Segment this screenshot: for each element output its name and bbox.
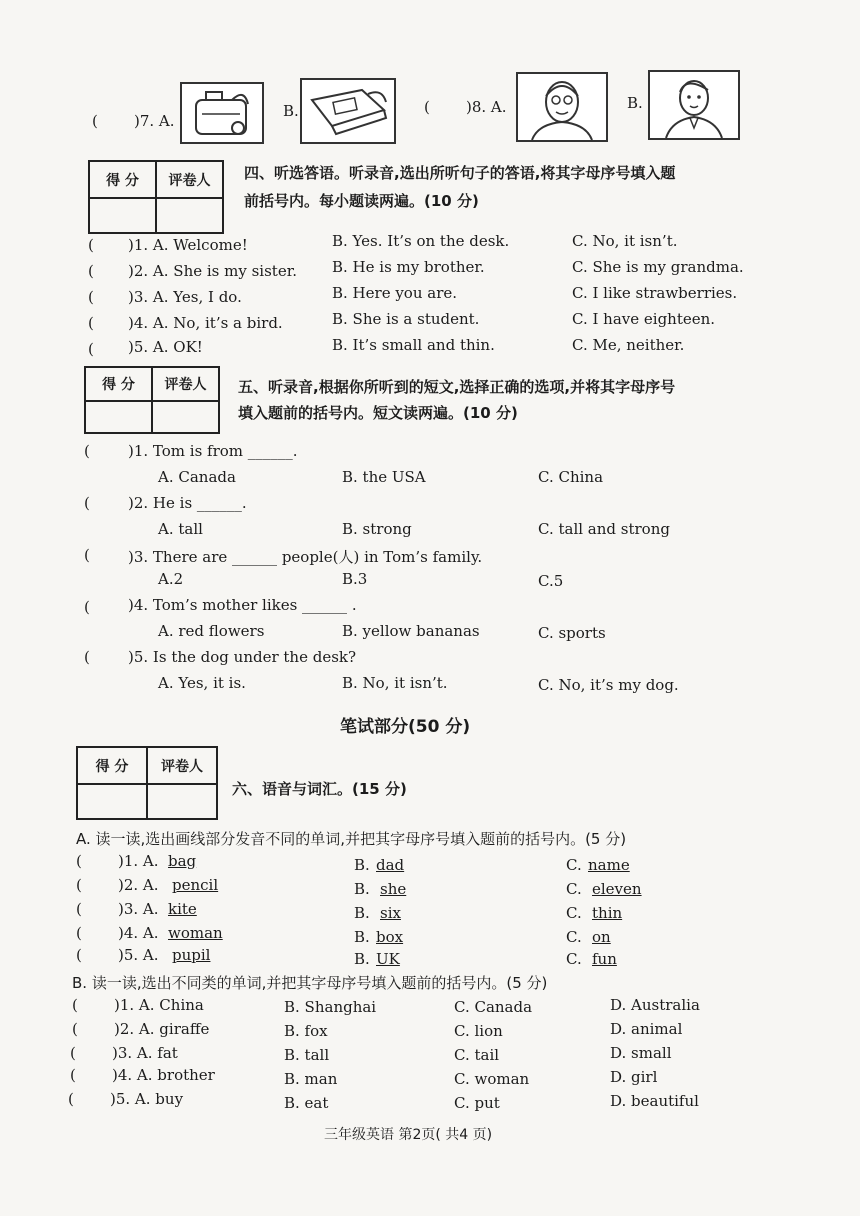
- section5-heading: 五、听录音,根据你所听到的短文,选择正确的选项,并将其字母序号: [238, 378, 676, 396]
- answer-paren[interactable]: (: [424, 98, 430, 116]
- option-a: A. tall: [158, 520, 203, 538]
- answer-paren[interactable]: (: [76, 900, 82, 918]
- answer-paren[interactable]: (: [70, 1044, 76, 1062]
- option-c: C. No, it isn’t.: [572, 232, 678, 250]
- question-num: )5. A.: [118, 946, 159, 964]
- part-a-instruction: A. 读一读,选出画线部分发音不同的单词,并把其字母序号填入题前的括号内。(5 分): [76, 830, 627, 848]
- option-c: C. She is my grandma.: [572, 258, 744, 276]
- grader-field[interactable]: [151, 402, 218, 434]
- option-a: A. Canada: [158, 468, 236, 486]
- option-c-word: thin: [592, 904, 623, 922]
- option-d: D. Australia: [610, 996, 700, 1014]
- option-b-prefix: B.: [354, 950, 370, 968]
- option-c-prefix: C.: [566, 856, 582, 874]
- option-c: C. sports: [538, 624, 606, 642]
- option-b: B. She is a student.: [332, 310, 480, 328]
- answer-paren[interactable]: (: [68, 1090, 74, 1108]
- option-b: B. Here you are.: [332, 284, 458, 302]
- grader-label: 评卷人: [146, 748, 216, 783]
- section4-heading: 四、听选答语。听录音,选出所听句子的答语,将其字母序号填入题: [244, 164, 676, 182]
- option-b: B. He is my brother.: [332, 258, 485, 276]
- section4-heading-line2: 前括号内。每小题读两遍。(10 分): [244, 192, 479, 210]
- option-a-word: woman: [168, 924, 223, 942]
- option-a: )5. A. OK!: [128, 338, 203, 356]
- pencil-case-icon: [302, 80, 394, 142]
- option-d: D. small: [610, 1044, 672, 1062]
- option-b-prefix: B.: [354, 880, 370, 898]
- answer-paren[interactable]: (: [92, 112, 98, 130]
- answer-paren[interactable]: (: [84, 494, 90, 512]
- answer-paren[interactable]: (: [76, 924, 82, 942]
- option-a-word: bag: [168, 852, 197, 870]
- option-a: )4. A. No, it’s a bird.: [128, 314, 283, 332]
- option-b-prefix: B.: [354, 928, 370, 946]
- option-d: D. girl: [610, 1068, 658, 1086]
- answer-paren[interactable]: (: [84, 546, 90, 564]
- old-man-icon: [518, 74, 606, 140]
- score-box: [88, 160, 224, 234]
- q8-b-label: B.: [627, 94, 643, 112]
- q7-b-label: B.: [283, 102, 299, 120]
- boy-picture[interactable]: [648, 70, 740, 140]
- option-c: C. tall and strong: [538, 520, 670, 538]
- option-b: B. eat: [284, 1094, 329, 1112]
- option-b-word: UK: [376, 950, 400, 968]
- option-a: )4. A. brother: [112, 1066, 215, 1084]
- option-b-word: six: [380, 904, 401, 922]
- answer-paren[interactable]: (: [88, 288, 94, 306]
- answer-paren[interactable]: (: [88, 236, 94, 254]
- option-a: )3. A. Yes, I do.: [128, 288, 242, 306]
- option-c: C. No, it’s my dog.: [538, 676, 679, 694]
- question-stem: )5. Is the dog under the desk?: [128, 648, 357, 666]
- option-c-prefix: C.: [566, 928, 582, 946]
- option-a: )3. A. fat: [112, 1044, 178, 1062]
- question-num: )3. A.: [118, 900, 159, 918]
- option-c-word: name: [588, 856, 630, 874]
- option-b: B. tall: [284, 1046, 330, 1064]
- option-b: B. strong: [342, 520, 412, 538]
- written-part-title: 笔试部分(50 分): [340, 717, 471, 737]
- option-b: B. Shanghai: [284, 998, 377, 1016]
- option-a: )1. A. China: [114, 996, 204, 1014]
- option-b-word: she: [380, 880, 407, 898]
- score-box: [84, 366, 220, 434]
- score-field[interactable]: [86, 402, 151, 434]
- boy-icon: [650, 72, 738, 138]
- answer-paren[interactable]: (: [88, 262, 94, 280]
- option-a-word: kite: [168, 900, 197, 918]
- grader-label: 评卷人: [155, 162, 222, 197]
- answer-paren[interactable]: (: [84, 648, 90, 666]
- option-c-prefix: C.: [566, 950, 582, 968]
- section5-heading-line2: 填入题前的括号内。短文读两遍。(10 分): [238, 404, 518, 422]
- option-c: C. Me, neither.: [572, 336, 685, 354]
- option-b: B. No, it isn’t.: [342, 674, 448, 692]
- option-c-word: fun: [592, 950, 617, 968]
- answer-paren[interactable]: (: [88, 314, 94, 332]
- option-c-prefix: C.: [566, 904, 582, 922]
- option-b: B. the USA: [342, 468, 426, 486]
- option-b-word: box: [376, 928, 404, 946]
- grader-field[interactable]: [155, 199, 222, 234]
- school-bag-icon: [182, 84, 262, 142]
- option-c: C.5: [538, 572, 564, 590]
- grader-field[interactable]: [146, 785, 216, 820]
- question-stem: )3. There are ______ people(人) in Tom’s family.: [128, 548, 483, 566]
- answer-paren[interactable]: (: [76, 946, 82, 964]
- answer-paren[interactable]: (: [76, 852, 82, 870]
- question-num: )1. A.: [118, 852, 159, 870]
- option-d: D. animal: [610, 1020, 683, 1038]
- option-c: C. Canada: [454, 998, 533, 1016]
- grader-label: 评卷人: [151, 368, 218, 400]
- question-stem: )4. Tom’s mother likes ______ .: [128, 596, 357, 614]
- page-footer: 三年级英语 第2页( 共4 页): [324, 1127, 493, 1143]
- option-c: C. tail: [454, 1046, 500, 1064]
- option-b: B. man: [284, 1070, 338, 1088]
- pencil-case-picture[interactable]: [300, 78, 396, 144]
- section6-heading: 六、语音与词汇。(15 分): [232, 780, 407, 798]
- option-a: )5. A. buy: [110, 1090, 184, 1108]
- score-label: 得 分: [95, 758, 129, 775]
- option-a: A. red flowers: [158, 622, 265, 640]
- answer-paren[interactable]: (: [70, 1066, 76, 1084]
- old-man-picture[interactable]: [516, 72, 608, 142]
- option-c: C. put: [454, 1094, 500, 1112]
- question-stem: )2. He is ______.: [128, 494, 247, 512]
- option-a: A.2: [158, 570, 184, 588]
- score-label: 得 分: [102, 377, 135, 393]
- question-num: )2. A.: [118, 876, 159, 894]
- option-b-prefix: B.: [354, 904, 370, 922]
- answer-paren[interactable]: (: [72, 996, 78, 1014]
- answer-paren[interactable]: (: [84, 442, 90, 460]
- option-a: )2. A. giraffe: [114, 1020, 210, 1038]
- score-field[interactable]: [78, 785, 146, 820]
- option-a: A. Yes, it is.: [158, 674, 246, 692]
- option-b-prefix: B.: [354, 856, 370, 874]
- option-b: B. yellow bananas: [342, 622, 480, 640]
- option-a: )1. A. Welcome!: [128, 236, 248, 254]
- option-b-word: dad: [376, 856, 405, 874]
- part-b-instruction: B. 读一读,选出不同类的单词,并把其字母序号填入题前的括号内。(5 分): [72, 974, 548, 992]
- question-stem: )1. Tom is from ______.: [128, 442, 298, 460]
- option-b: B. fox: [284, 1022, 328, 1040]
- answer-paren[interactable]: (: [72, 1020, 78, 1038]
- option-c-prefix: C.: [566, 880, 582, 898]
- q7-label: )7. A.: [134, 112, 175, 130]
- option-c-word: eleven: [592, 880, 642, 898]
- option-b: B. It’s small and thin.: [332, 336, 495, 354]
- option-c: C. China: [538, 468, 604, 486]
- answer-paren[interactable]: (: [88, 340, 94, 358]
- answer-paren[interactable]: (: [76, 876, 82, 894]
- option-a-word: pencil: [172, 876, 219, 894]
- option-b: B.3: [342, 570, 368, 588]
- option-d: D. beautiful: [610, 1092, 699, 1110]
- score-label: 得 分: [106, 172, 139, 189]
- score-field[interactable]: [90, 199, 155, 234]
- option-c-word: on: [592, 928, 611, 946]
- option-c: C. woman: [454, 1070, 530, 1088]
- question-num: )4. A.: [118, 924, 159, 942]
- school-bag-picture[interactable]: [180, 82, 264, 144]
- option-c: C. I have eighteen.: [572, 310, 716, 328]
- option-c: C. I like strawberries.: [572, 284, 738, 302]
- q8-label: )8. A.: [466, 98, 507, 116]
- answer-paren[interactable]: (: [84, 598, 90, 616]
- score-box: [76, 746, 218, 820]
- option-c: C. lion: [454, 1022, 503, 1040]
- option-b: B. Yes. It’s on the desk.: [332, 232, 510, 250]
- option-a-word: pupil: [172, 946, 211, 964]
- option-a: )2. A. She is my sister.: [128, 262, 297, 280]
